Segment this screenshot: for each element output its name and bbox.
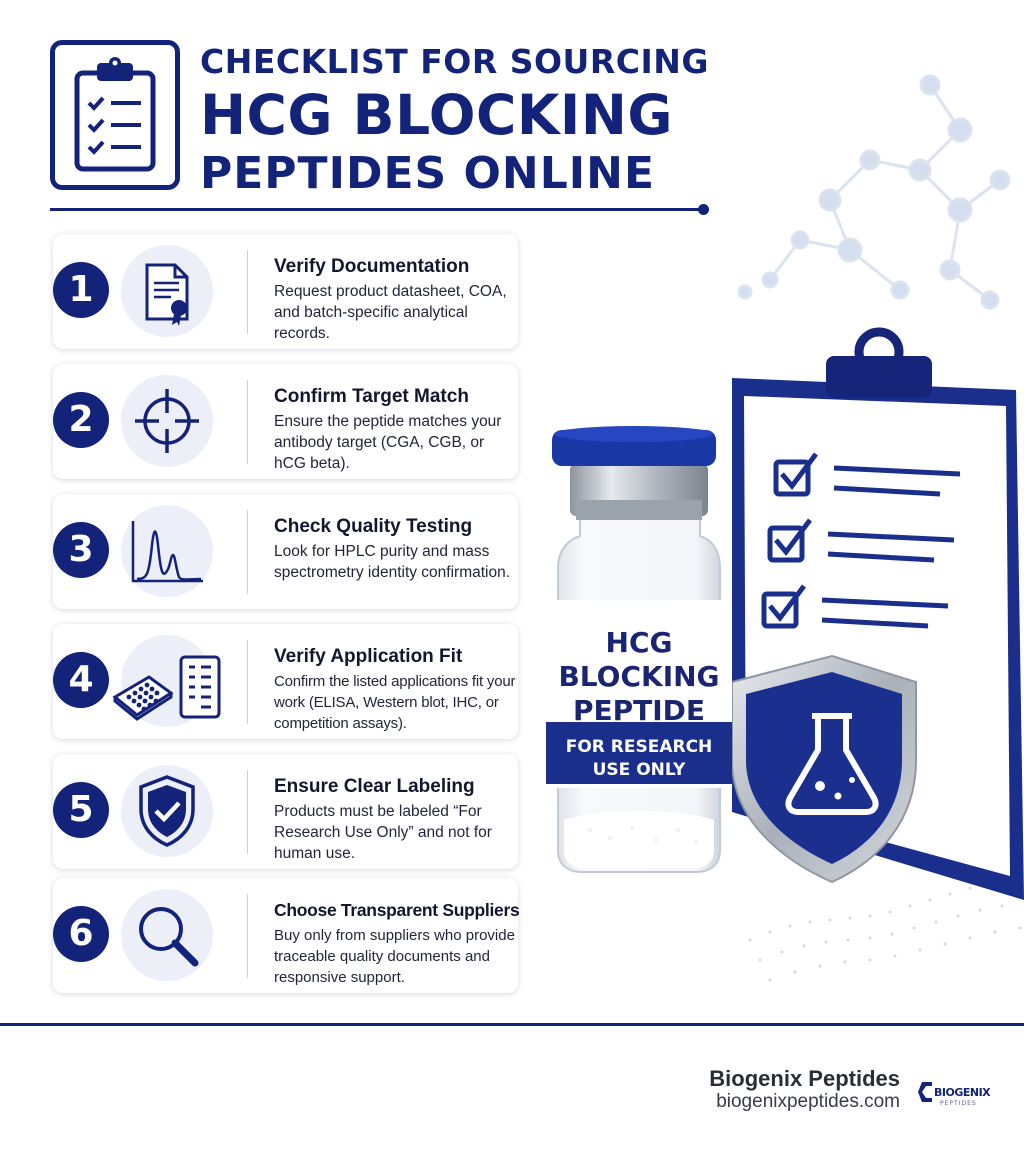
checklist-item-2 <box>53 364 518 479</box>
step-number: 2 <box>53 392 109 448</box>
checklist-item-3 <box>53 494 518 609</box>
card-divider <box>247 770 248 854</box>
chromatogram-peaks-icon <box>121 505 213 597</box>
checklist-item-6 <box>53 878 518 993</box>
checklist-item-4 <box>53 624 518 739</box>
item-description: Request product datasheet, COA, and batch-specific analytical records. <box>274 283 507 342</box>
vial-label-line-2: BLOCKING <box>558 660 720 693</box>
card-divider <box>247 380 248 464</box>
dotted-wave-decoration <box>749 879 1022 982</box>
vial-label <box>546 626 732 728</box>
card-divider <box>247 894 248 978</box>
item-title: Choose Transparent Suppliers <box>274 900 520 920</box>
checklist-item-1 <box>53 234 518 349</box>
molecule-decoration <box>739 76 1009 308</box>
step-number: 4 <box>53 652 109 708</box>
magnifier-icon <box>121 889 213 981</box>
checklist-item-5 <box>53 754 518 869</box>
logo-subtext: PEPTIDES <box>940 1100 977 1107</box>
card-divider <box>247 640 248 724</box>
crosshair-target-icon <box>121 375 213 467</box>
item-title: Verify Application Fit <box>274 646 463 667</box>
card-divider <box>247 250 248 334</box>
item-description: Confirm the listed applications fit your work (ELISA, Western blot, IHC, or competition assays). <box>274 673 516 732</box>
item-title: Check Quality Testing <box>274 516 473 537</box>
card-divider <box>247 510 248 594</box>
title-line-1: CHECKLIST FOR SOURCING <box>200 42 709 81</box>
item-title: Ensure Clear Labeling <box>274 776 475 797</box>
footer-divider <box>0 1023 1024 1026</box>
item-description: Look for HPLC purity and mass spectrometry identity confirmation. <box>274 543 511 581</box>
title-line-2: HCG BLOCKING <box>200 83 674 147</box>
item-description: Products must be labeled “For Research Use Only” and not for human use. <box>274 803 492 862</box>
item-title: Confirm Target Match <box>274 386 469 407</box>
clipboard-checklist-icon <box>50 40 180 190</box>
brand-url[interactable]: biogenixpeptides.com <box>716 1091 900 1112</box>
vial-research-band <box>546 736 732 782</box>
vial-label-line-1: HCG <box>605 626 673 659</box>
vial-band-line-1: FOR RESEARCH <box>565 737 713 757</box>
step-number: 6 <box>53 906 109 962</box>
item-description: Buy only from suppliers who provide traceable quality documents and responsive support. <box>274 927 515 986</box>
item-title: Verify Documentation <box>274 256 470 277</box>
vial-label-line-3: PEPTIDE <box>572 694 706 727</box>
step-number: 1 <box>53 262 109 318</box>
product-illustration <box>520 60 1024 1020</box>
well-plate-and-gel-icon <box>121 635 213 727</box>
illustration-graphics <box>520 60 1024 1020</box>
brand-name: Biogenix Peptides <box>709 1066 900 1091</box>
vial-band-line-2: USE ONLY <box>592 760 686 780</box>
step-number: 3 <box>53 522 109 578</box>
logo-text: BIOGENIX <box>934 1086 991 1099</box>
biogenix-logo <box>918 1076 1004 1110</box>
shield-check-icon <box>121 765 213 857</box>
document-certificate-icon <box>121 245 213 337</box>
title-line-3: PEPTIDES ONLINE <box>200 148 656 199</box>
step-number: 5 <box>53 782 109 838</box>
item-description: Ensure the peptide matches your antibody target (CGA, CGB, or hCG beta). <box>274 413 502 472</box>
